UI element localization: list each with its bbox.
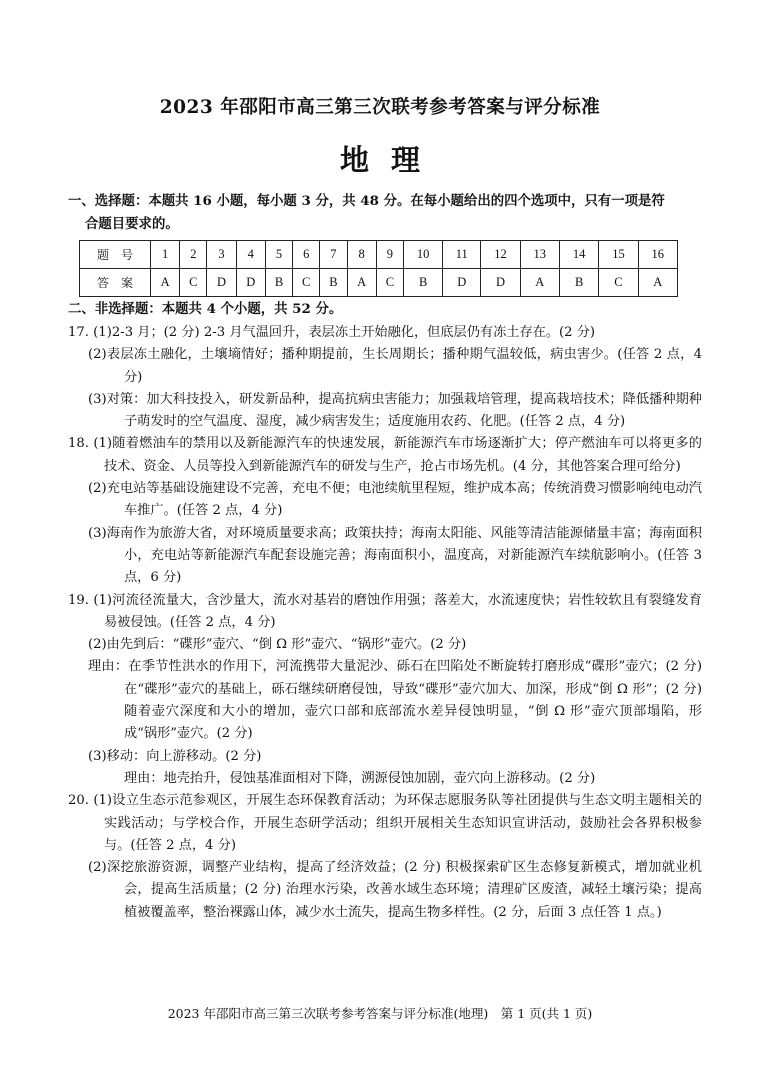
q19-part1: 19. (1)河流径流量大，含沙量大，流水对基岩的磨蚀作用强；落差大，水流速度快；岩性较软且有裂缝发育易被侵蚀。(任答 2 点，4 分) — [68, 592, 702, 630]
question-number-cell: 5 — [265, 241, 292, 269]
q18-part1: 18. (1)随着燃油车的禁用以及新能源汽车的快速发展，新能源汽车市场逐渐扩大；停产燃油车可以将更多的技术、资金、人员等投入到新能源汽车的研发与生产，抢占市场先机。(4 分，其他答案合理可给分) — [68, 436, 702, 474]
document-title: 2023 年邵阳市高三第三次联考参考答案与评分标准 — [159, 97, 601, 118]
answer-row — [80, 269, 678, 297]
row-label-answer: 答案 — [80, 269, 151, 297]
answer-cell: C — [293, 269, 320, 297]
question-number-cell: 16 — [638, 241, 677, 269]
section1-heading — [68, 190, 700, 236]
page-footer: 2023 年邵阳市高三第三次联考参考答案与评分标准(地理) 第 1 页(共 1 页) — [167, 1006, 593, 1021]
q19-part2: (2)由先到后：“碟形”壶穴、“倒 Ω 形”壶穴、“锅形”壶穴。(2 分) — [88, 637, 467, 653]
question-number-cell: 10 — [403, 241, 442, 269]
row-label-number: 题号 — [80, 241, 151, 269]
answers-body — [68, 322, 702, 924]
question-number-cell: 1 — [151, 241, 180, 269]
q17-part3: (3)对策：加大科技投入，研发新品种，提高抗病虫害能力；加强栽培管理，提高栽培技术；降低播种期种子萌发时的空气温度、湿度，减少病害发生；适度施用农药、化肥。(任答 2 点，4 分) — [88, 391, 702, 430]
question-17 — [68, 322, 702, 433]
q20-part1: 20. (1)设立生态示范参观区，开展生态环保教育活动；为环保志愿服务队等社团提供与生态文明主题相关的实践活动；与学校合作，开展生态研学活动；组织开展相关生态知识宣讲活动，鼓励社会各界积极参与。(任答 2 点，4 分) — [68, 793, 702, 853]
question-number-cell: 11 — [443, 241, 481, 269]
q19-part3: (3)移动：向上游移动。(2 分) — [88, 748, 262, 764]
question-number-cell: 7 — [320, 241, 347, 269]
q20-part2: (2)深挖旅游资源，调整产业结构，提高了经济效益；(2 分) 积极探索矿区生态修复新模式，增加就业机会，提高生活质量；(2 分) 治理水污染，改善水域生态环境；清理矿区废渣，减轻土壤污染；提高植被覆盖率，整治裸露山体，减少水土流失，提高生物多样性。(2 分，后面 3 点任答 1 点。) — [88, 860, 702, 920]
question-number-cell: 2 — [180, 241, 207, 269]
question-18 — [68, 433, 702, 589]
q19-part2-reason: 理由：在季节性洪水的作用下，河流携带大量泥沙、砾石在凹陷处不断旋转打磨形成“碟形”壶穴；(2 分) 在“碟形”壶穴的基础上，砾石继续研磨侵蚀，导致“碟形”壶穴加大、加深，形成“倒 Ω 形”；(2 分) 随着壶穴深度和大小的增加，壶穴口部和底部流水差异侵蚀明显，“倒 Ω 形”壶穴顶部塌陷，形成“锅形”壶穴。(2 分) — [88, 659, 702, 742]
q19-part3-reason: 理由：地壳抬升，侵蚀基准面相对下降，溯源侵蚀加剧，壶穴向上游移动。(2 分) — [124, 770, 596, 786]
question-number-cell: 12 — [481, 241, 520, 269]
answer-cell: D — [481, 269, 520, 297]
question-number-cell: 9 — [376, 241, 403, 269]
answer-cell: C — [180, 269, 207, 297]
answer-table — [79, 240, 678, 297]
answer-cell: D — [207, 269, 236, 297]
q18-part3: (3)海南作为旅游大省，对环境质量要求高；政策扶持；海南太阳能、风能等清洁能源储量丰富；海南面积小，充电站等新能源汽车配套设施完善；海南面积小，温度高，对新能源汽车续航影响小。(任答 3 点，6 分) — [88, 525, 702, 586]
answer-cell: D — [236, 269, 265, 297]
question-number-cell: 4 — [236, 241, 265, 269]
question-number-cell: 6 — [293, 241, 320, 269]
answer-cell: B — [403, 269, 442, 297]
section1-heading-line1: 一、选择题：本题共 16 小题，每小题 3 分，共 48 分。在每小题给出的四个选项中，只有一项是符 — [68, 193, 665, 209]
question-number-row — [80, 241, 678, 269]
answer-cell: D — [443, 269, 481, 297]
question-number-cell: 15 — [599, 241, 638, 269]
answer-cell: A — [347, 269, 376, 297]
question-number-cell: 14 — [559, 241, 598, 269]
question-20 — [68, 790, 702, 924]
answer-cell: A — [638, 269, 677, 297]
section2-heading: 二、非选择题：本题共 4 个小题，共 52 分。 — [68, 301, 343, 317]
question-number-cell: 13 — [520, 241, 559, 269]
answer-cell: B — [265, 269, 292, 297]
answer-cell: C — [376, 269, 403, 297]
q18-part2: (2)充电站等基础设施建设不完善，充电不便；电池续航里程短，维护成本高；传统消费习惯影响纯电动汽车推广。(任答 2 点，4 分) — [88, 481, 702, 519]
question-number-cell: 8 — [347, 241, 376, 269]
answer-cell: C — [599, 269, 638, 297]
q17-part1: 17. (1)2-3 月；(2 分) 2-3 月气温回升，表层冻土开始融化，但底层仍有冻土存在。(2 分) — [68, 325, 596, 340]
q17-part2: (2)表层冻土融化，土壤墒情好；播种期提前，生长周期长；播种期气温较低，病虫害少。(任答 2 点，4 分) — [88, 347, 702, 385]
answer-cell: A — [520, 269, 559, 297]
answer-cell: B — [559, 269, 598, 297]
answer-cell: A — [151, 269, 180, 297]
question-number-cell: 3 — [207, 241, 236, 269]
question-19 — [68, 590, 702, 791]
subject-heading: 地理 — [339, 143, 442, 177]
answer-cell: B — [320, 269, 347, 297]
section1-heading-line2: 合题目要求的。 — [85, 216, 179, 232]
